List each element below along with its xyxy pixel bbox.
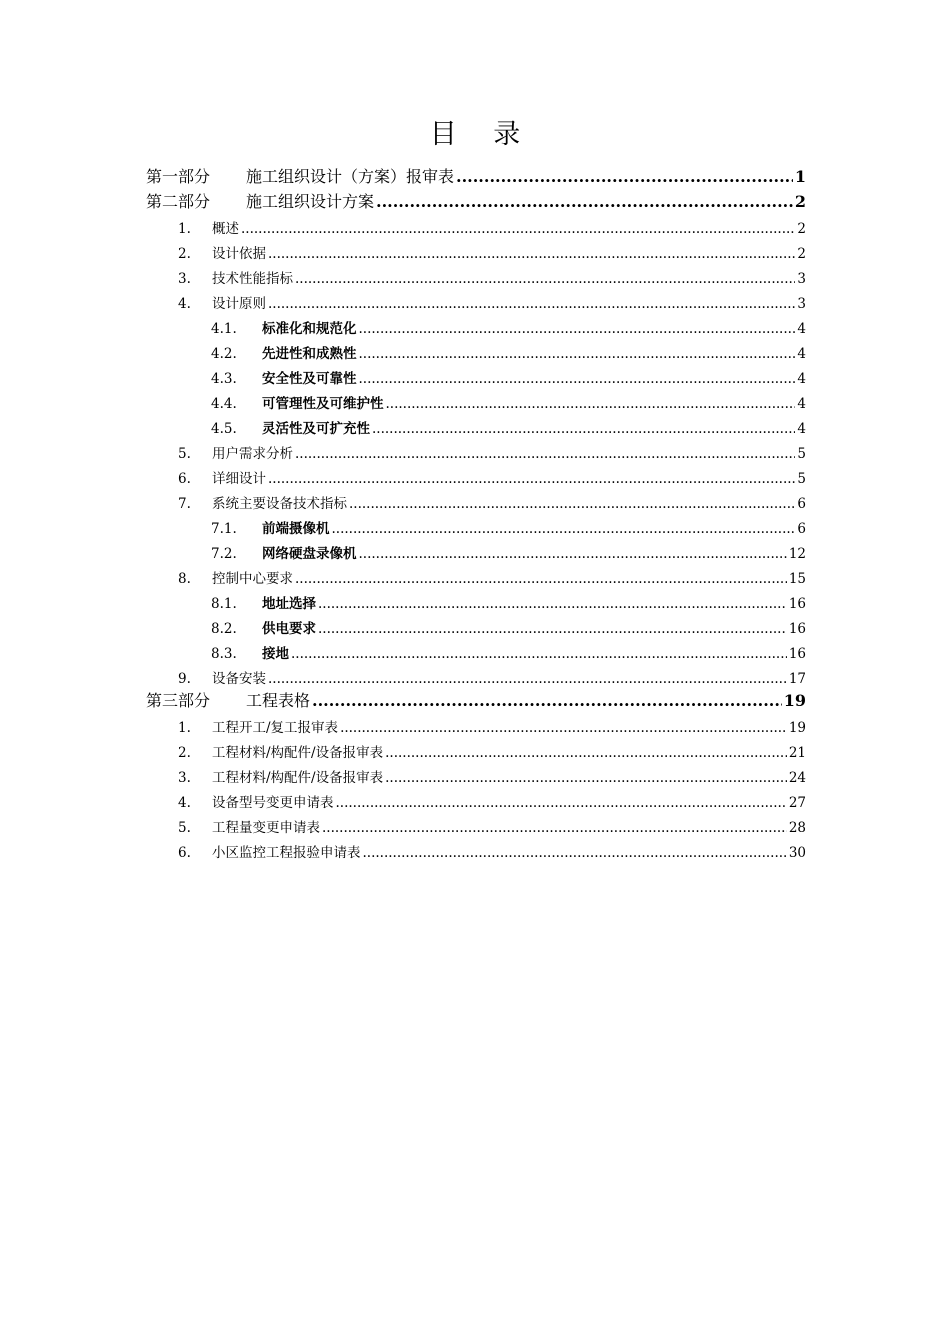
dot-leader bbox=[295, 571, 787, 587]
toc-entry-label: 网络硬盘录像机 bbox=[262, 546, 357, 562]
toc-entry[interactable] bbox=[178, 716, 806, 736]
toc-entry-number: 4. bbox=[178, 795, 191, 811]
dot-leader bbox=[385, 770, 787, 786]
dot-leader bbox=[322, 820, 787, 836]
toc-entry-label: 先进性和成熟性 bbox=[262, 346, 357, 362]
toc-entry[interactable] bbox=[178, 242, 806, 262]
dot-leader bbox=[359, 346, 796, 362]
toc-entry-number: 3. bbox=[178, 271, 191, 287]
toc-entry[interactable] bbox=[178, 741, 806, 761]
toc-entry-page: 2 bbox=[797, 221, 806, 237]
toc-entry-number: 5. bbox=[178, 446, 191, 462]
toc-entry-number: 9. bbox=[178, 671, 191, 687]
dot-leader bbox=[318, 621, 787, 637]
toc-entry-number: 4.1. bbox=[211, 321, 237, 337]
toc-entry[interactable] bbox=[178, 467, 806, 487]
toc-entry[interactable] bbox=[178, 667, 806, 687]
toc-entry-page: 27 bbox=[788, 795, 806, 811]
toc-entry-number: 7.2. bbox=[211, 546, 237, 562]
toc-entry-label: 工程材料/构配件/设备报审表 bbox=[212, 770, 384, 786]
toc-entry-label: 设备型号变更申请表 bbox=[212, 795, 334, 811]
toc-entry-number: 6. bbox=[178, 845, 191, 861]
toc-entry-number: 8.1. bbox=[211, 596, 237, 612]
toc-entry-label: 设备安装 bbox=[212, 671, 266, 687]
toc-entry-label: 可管理性及可维护性 bbox=[262, 396, 384, 412]
dot-leader bbox=[268, 471, 795, 487]
dot-leader bbox=[268, 671, 787, 687]
toc-subentry[interactable] bbox=[211, 592, 806, 612]
toc-entry-page: 6 bbox=[797, 496, 806, 512]
toc-entry[interactable] bbox=[178, 567, 806, 587]
dot-leader bbox=[349, 496, 795, 512]
toc-entry-page: 28 bbox=[788, 820, 806, 836]
toc-entry-number: 3. bbox=[178, 770, 191, 786]
dot-leader bbox=[312, 691, 782, 710]
dot-leader bbox=[359, 546, 787, 562]
toc-entry[interactable] bbox=[178, 217, 806, 237]
toc-subentry[interactable] bbox=[211, 317, 806, 337]
toc-entry-number: 8.2. bbox=[211, 621, 237, 637]
toc-entry-page: 15 bbox=[788, 571, 806, 587]
toc-entry-label: 概述 bbox=[212, 221, 239, 237]
toc-entry-number: 7. bbox=[178, 496, 191, 512]
toc-entry-page: 5 bbox=[797, 471, 806, 487]
toc-entry-page: 5 bbox=[797, 446, 806, 462]
toc-entry-number: 5. bbox=[178, 820, 191, 836]
toc-entry-page: 4 bbox=[797, 396, 806, 412]
toc-subentry[interactable] bbox=[211, 342, 806, 362]
toc-entry-label: 工程表格 bbox=[246, 691, 311, 710]
dot-leader bbox=[332, 521, 796, 537]
toc-entry-number: 8.3. bbox=[211, 646, 237, 662]
toc-entry-page: 6 bbox=[797, 521, 806, 537]
toc-entry-number: 第一部分 bbox=[146, 167, 211, 186]
toc-entry-page: 4 bbox=[797, 371, 806, 387]
toc-entry-number: 4.4. bbox=[211, 396, 237, 412]
dot-leader bbox=[318, 596, 787, 612]
toc-entry-label: 详细设计 bbox=[212, 471, 266, 487]
toc-entry[interactable] bbox=[178, 841, 806, 861]
toc-entry-page: 30 bbox=[788, 845, 806, 861]
toc-entry-number: 7.1. bbox=[211, 521, 237, 537]
toc-entry[interactable] bbox=[178, 267, 806, 287]
toc-entry-label: 接地 bbox=[262, 646, 289, 662]
toc-subentry[interactable] bbox=[211, 367, 806, 387]
toc-entry-label: 设计原则 bbox=[212, 296, 266, 312]
toc-entry-page: 19 bbox=[783, 691, 806, 710]
toc-entry-number: 第三部分 bbox=[146, 691, 211, 710]
toc-entry-part-2[interactable] bbox=[146, 189, 806, 213]
toc-entry-label: 标准化和规范化 bbox=[262, 321, 357, 337]
dot-leader bbox=[336, 795, 787, 811]
toc-entry-page: 21 bbox=[788, 745, 806, 761]
toc-entry-label: 安全性及可靠性 bbox=[262, 371, 357, 387]
toc-entry-number: 4.2. bbox=[211, 346, 237, 362]
toc-entry-label: 控制中心要求 bbox=[212, 571, 293, 587]
toc-entry-label: 前端摄像机 bbox=[262, 521, 330, 537]
toc-entry-label: 小区监控工程报验申请表 bbox=[212, 845, 361, 861]
toc-entry-number: 6. bbox=[178, 471, 191, 487]
toc-entry-label: 工程材料/构配件/设备报审表 bbox=[212, 745, 384, 761]
toc-entry-page: 12 bbox=[788, 546, 806, 562]
dot-leader bbox=[456, 167, 793, 186]
toc-subentry[interactable] bbox=[211, 617, 806, 637]
toc-entry[interactable] bbox=[178, 791, 806, 811]
toc-entry-page: 16 bbox=[788, 621, 806, 637]
toc-entry-part-3[interactable] bbox=[146, 688, 806, 712]
dot-leader bbox=[291, 646, 787, 662]
toc-subentry[interactable] bbox=[211, 392, 806, 412]
dot-leader bbox=[372, 421, 795, 437]
dot-leader bbox=[295, 271, 795, 287]
toc-entry-number: 第二部分 bbox=[146, 192, 211, 211]
toc-entry-page: 3 bbox=[797, 271, 806, 287]
toc-entry[interactable] bbox=[178, 492, 806, 512]
toc-entry-page: 4 bbox=[797, 421, 806, 437]
toc-entry-page: 3 bbox=[797, 296, 806, 312]
toc-entry-label: 施工组织设计（方案）报审表 bbox=[246, 167, 455, 186]
toc-entry-label: 工程开工/复工报审表 bbox=[212, 720, 339, 736]
dot-leader bbox=[340, 720, 787, 736]
toc-entry-number: 1. bbox=[178, 221, 191, 237]
toc-entry-label: 地址选择 bbox=[262, 596, 316, 612]
toc-subentry[interactable] bbox=[211, 642, 806, 662]
toc-entry-page: 4 bbox=[797, 346, 806, 362]
dot-leader bbox=[376, 192, 793, 211]
toc-entry-number: 4.3. bbox=[211, 371, 237, 387]
toc-entry-label: 灵活性及可扩充性 bbox=[262, 421, 370, 437]
toc-title: 目 录 bbox=[429, 119, 535, 150]
toc-entry-label: 系统主要设备技术指标 bbox=[212, 496, 347, 512]
toc-entry-number: 4.5. bbox=[211, 421, 237, 437]
toc-entry-page: 2 bbox=[797, 246, 806, 262]
toc-entry-label: 供电要求 bbox=[262, 621, 316, 637]
dot-leader bbox=[359, 371, 796, 387]
toc-entry[interactable] bbox=[178, 816, 806, 836]
toc-entry-page: 17 bbox=[788, 671, 806, 687]
toc-entry-number: 2. bbox=[178, 745, 191, 761]
dot-leader bbox=[268, 246, 795, 262]
toc-entry-page: 16 bbox=[788, 596, 806, 612]
toc-entry-number: 4. bbox=[178, 296, 191, 312]
toc-entry-part-1[interactable] bbox=[146, 164, 806, 188]
toc-entry-label: 技术性能指标 bbox=[212, 271, 293, 287]
toc-entry-label: 施工组织设计方案 bbox=[246, 192, 375, 211]
dot-leader bbox=[359, 321, 796, 337]
toc-entry[interactable] bbox=[178, 292, 806, 312]
dot-leader bbox=[363, 845, 787, 861]
toc-entry-label: 工程量变更申请表 bbox=[212, 820, 320, 836]
dot-leader bbox=[386, 396, 796, 412]
dot-leader bbox=[385, 745, 787, 761]
toc-subentry[interactable] bbox=[211, 517, 806, 537]
toc-entry-label: 设计依据 bbox=[212, 246, 266, 262]
toc-entry-page: 24 bbox=[788, 770, 806, 786]
toc-subentry[interactable] bbox=[211, 542, 806, 562]
toc-entry[interactable] bbox=[178, 442, 806, 462]
toc-entry-label: 用户需求分析 bbox=[212, 446, 293, 462]
toc-entry-page: 2 bbox=[794, 192, 806, 211]
toc-entry-page: 19 bbox=[788, 720, 806, 736]
toc-entry-page: 1 bbox=[794, 167, 806, 186]
toc-entry-page: 16 bbox=[788, 646, 806, 662]
toc-entry[interactable] bbox=[178, 766, 806, 786]
dot-leader bbox=[268, 296, 795, 312]
dot-leader bbox=[295, 446, 795, 462]
toc-entry-number: 2. bbox=[178, 246, 191, 262]
toc-entry-number: 8. bbox=[178, 571, 191, 587]
dot-leader bbox=[241, 221, 795, 237]
toc-entry-number: 1. bbox=[178, 720, 191, 736]
toc-entry-page: 4 bbox=[797, 321, 806, 337]
toc-subentry[interactable] bbox=[211, 417, 806, 437]
